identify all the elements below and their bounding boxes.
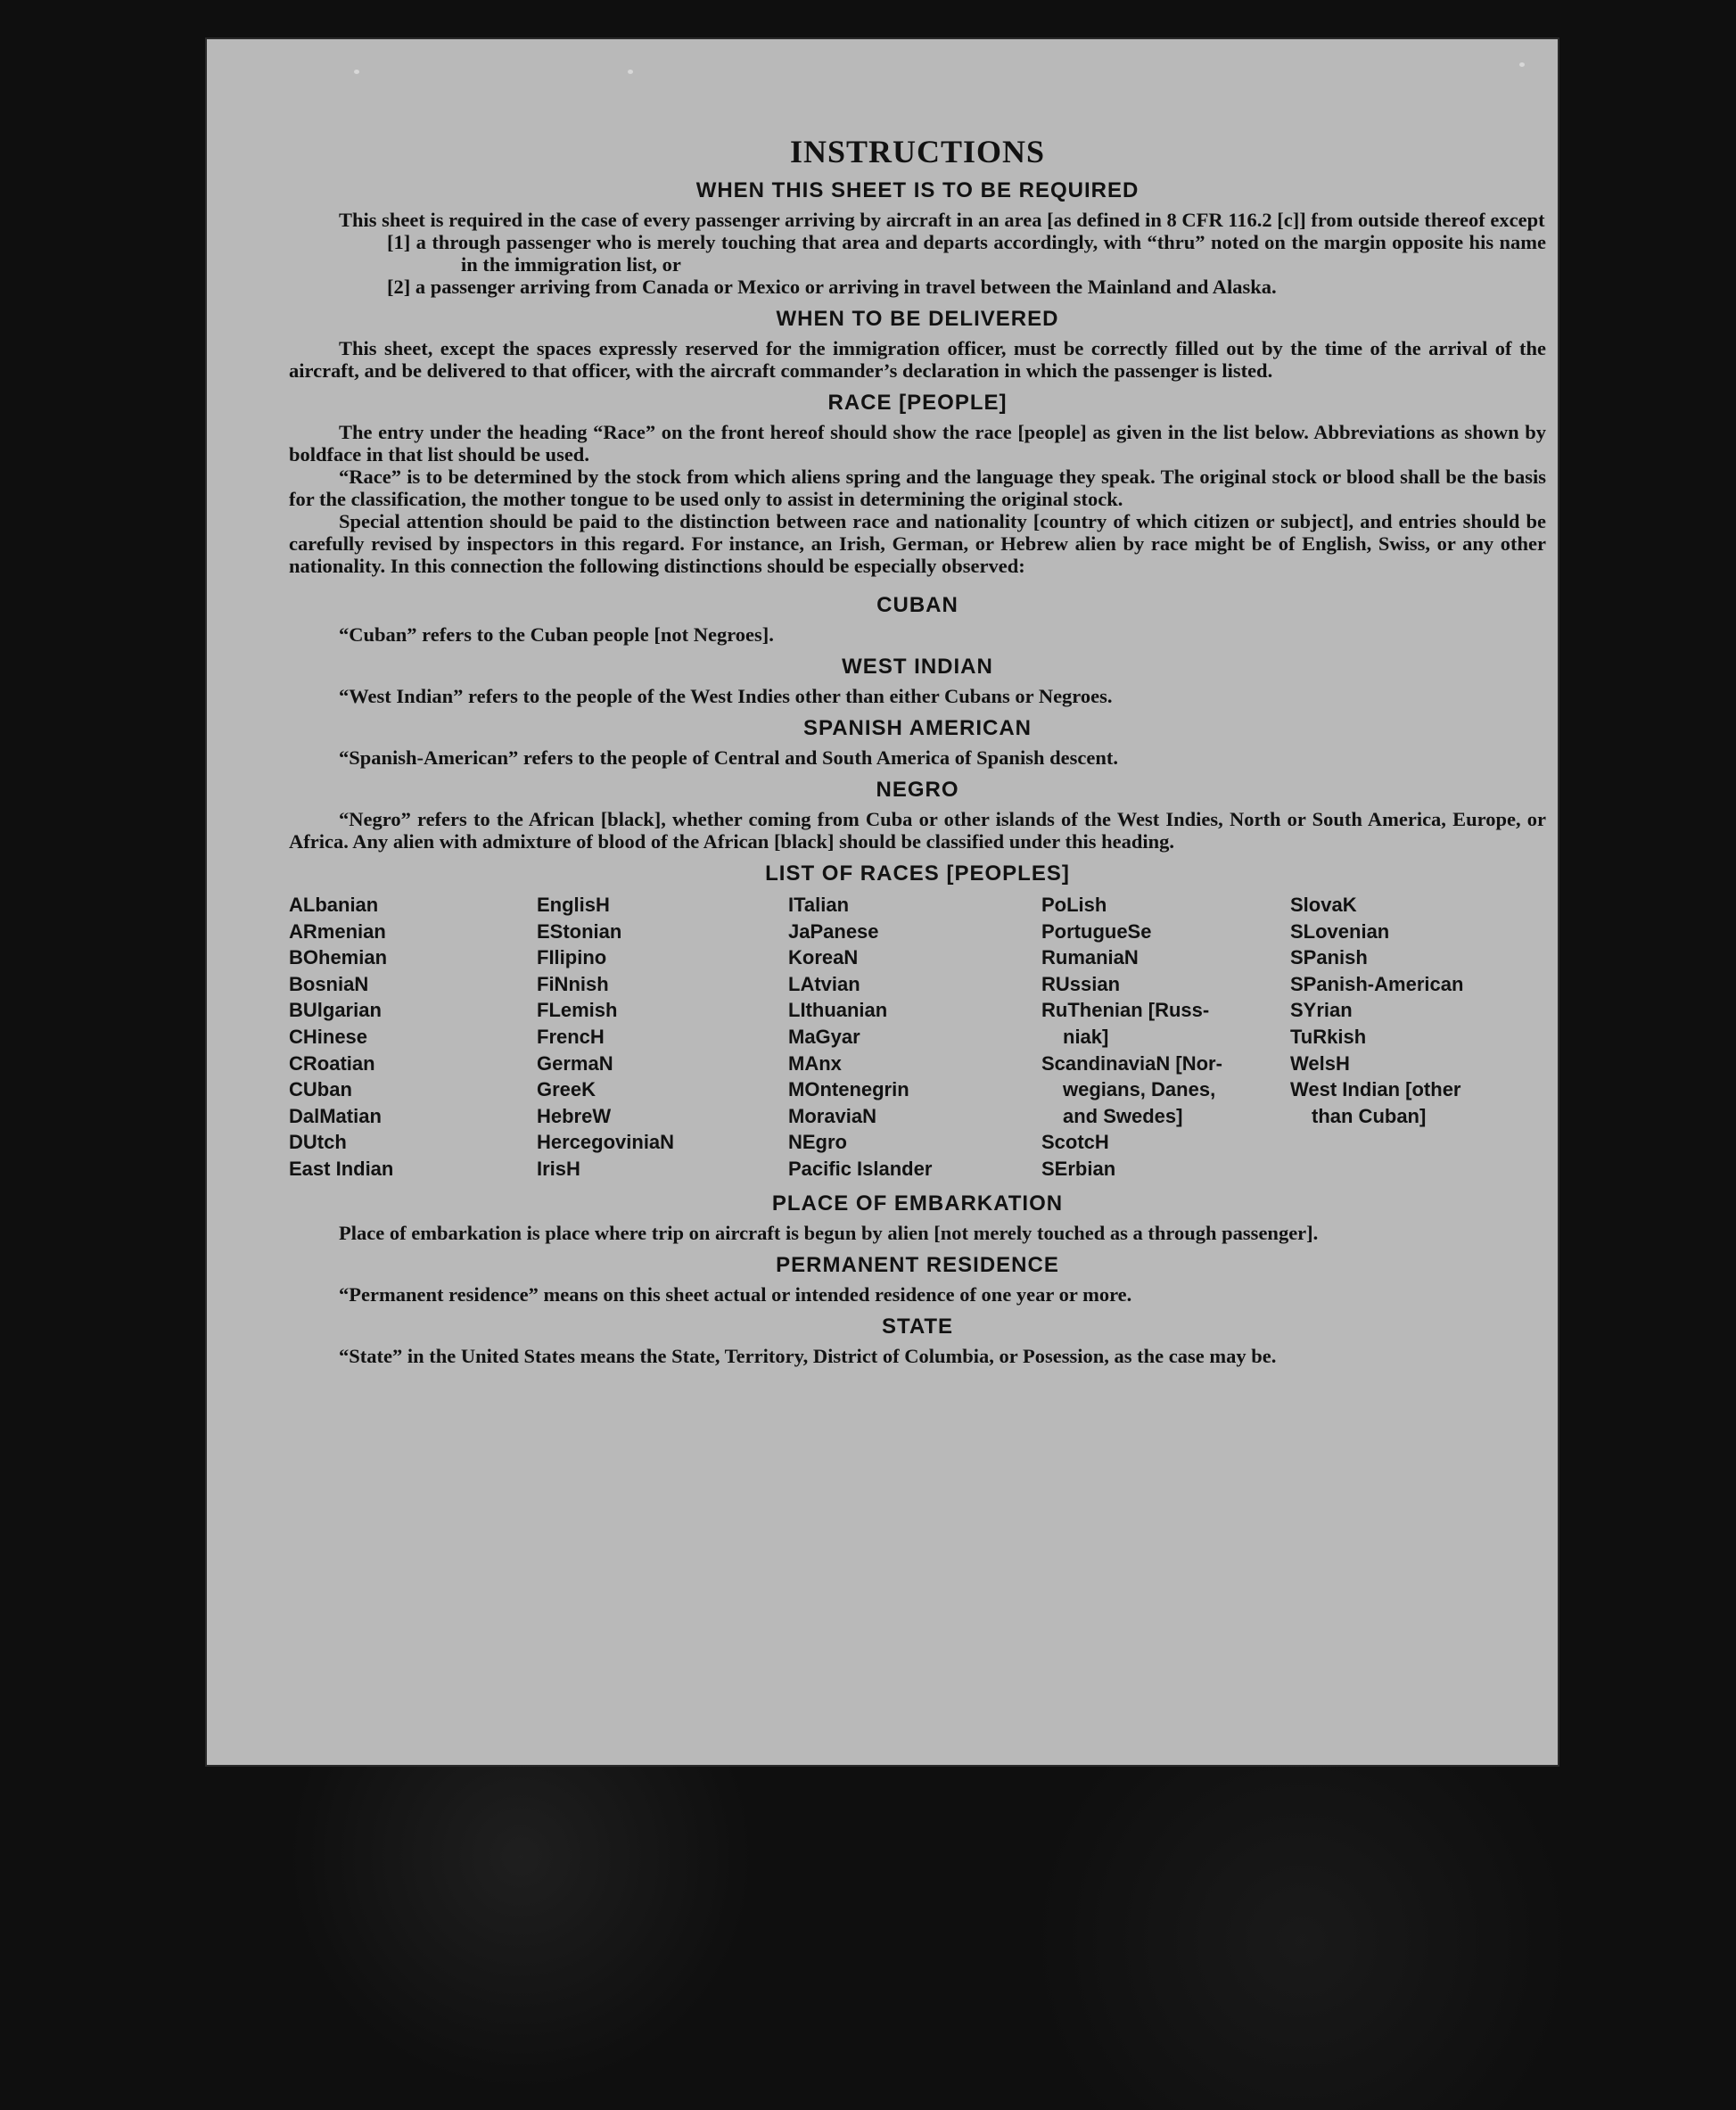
race-item: SPanish-American: [1290, 972, 1464, 995]
heading-permanent-residence: PERMANENT RESIDENCE: [776, 1252, 1059, 1277]
race-item: GreeK: [537, 1078, 596, 1101]
paragraph-west-indian: “West Indian” refers to the people of the West Indies other than either Cubans or Negroes.: [339, 685, 1113, 707]
race-item: GermaN: [537, 1051, 613, 1075]
races-list: [289, 892, 1546, 1183]
race-item: ScandinaviaN [Nor-: [1041, 1051, 1222, 1075]
paragraph-race-3: Special attention should be paid to the distinction between race and nationality [country of which citizen or subject], and entries should be carefully revised by inspectors in this regard. For instance, an Irish, German, or Hebrew alien by race might be of English, Swiss, or any other nationality. In this connection the following distinctions should be especially observed:: [289, 510, 1546, 577]
race-item: EStonian: [537, 919, 622, 943]
paragraph-negro: “Negro” refers to the African [black], whether coming from Cuba or other islands of the West Indies, North or South America, Europe, or Africa. Any alien with admixture of blood of the African [black] should be classified under this heading.: [289, 808, 1546, 853]
paragraph-embarkation: Place of embarkation is place where trip on aircraft is begun by alien [not merely touched as a through passenger].: [339, 1221, 1319, 1244]
sheet-content: [289, 134, 1546, 1367]
race-item: TuRkish: [1290, 1025, 1367, 1048]
race-item: FLemish: [537, 999, 618, 1022]
paragraph-permanent-residence: “Permanent residence” means on this sheet actual or intended residence of one year or more.: [339, 1282, 1132, 1306]
race-item: West Indian [other: [1290, 1078, 1461, 1101]
race-item: BOhemian: [289, 946, 388, 969]
race-item: ALbanian: [289, 894, 379, 916]
race-item: CRoatian: [289, 1051, 375, 1075]
race-item: SlovaK: [1290, 894, 1357, 916]
paragraph-when-required: This sheet is required in the case of every passenger arriving by aircraft in an area [as defined in 8 CFR 116.2 [c]] from outside thereof except: [339, 209, 1545, 231]
race-item: IrisH: [537, 1157, 580, 1180]
race-item: RUssian: [1041, 972, 1121, 995]
paragraph-race-1: The entry under the heading “Race” on the front hereof should show the race [people] as given in the list below. Abbreviations as shown by boldface in that list should be used.: [289, 421, 1546, 466]
races-column-4: [1041, 892, 1290, 1183]
race-item-continued: and Swedes]: [1063, 1104, 1183, 1127]
race-item: SYrian: [1290, 999, 1353, 1022]
race-item: MAnx: [788, 1051, 842, 1075]
race-item: PortugueSe: [1041, 919, 1152, 943]
race-item-continued: niak]: [1063, 1025, 1109, 1048]
exception-item-1: [1] a through passenger who is merely touching that area and departs accordingly, with “thru” noted on the margin opposite his name in the immigration list, or: [387, 231, 1546, 276]
heading-when-delivered: WHEN TO BE DELIVERED: [776, 307, 1059, 331]
race-item-continued: than Cuban]: [1312, 1104, 1427, 1127]
page-title: INSTRUCTIONS: [789, 134, 1046, 169]
race-item: LAtvian: [788, 972, 860, 995]
race-item: Pacific Islander: [788, 1157, 933, 1180]
race-item: RumaniaN: [1041, 946, 1139, 969]
races-column-3: [788, 892, 1041, 1183]
race-item: MoraviaN: [788, 1104, 877, 1127]
race-item: PoLish: [1041, 894, 1107, 916]
instruction-sheet: [207, 39, 1558, 1765]
heading-race: RACE [PEOPLE]: [827, 391, 1008, 415]
paragraph-race-2: “Race” is to be determined by the stock from which aliens spring and the language they speak. The original stock or blood shall be the basis for the classification, the mother tongue to be used only to assist in determining the original stock.: [289, 466, 1546, 510]
race-item: BUlgarian: [289, 999, 382, 1022]
race-item: HercegoviniaN: [537, 1131, 675, 1154]
race-item: EnglisH: [537, 894, 610, 916]
heading-cuban: CUBAN: [876, 593, 959, 617]
race-item: MaGyar: [788, 1025, 860, 1048]
race-item: KoreaN: [788, 946, 859, 969]
paragraph-cuban: “Cuban” refers to the Cuban people [not Negroes].: [339, 623, 774, 646]
heading-when-required: WHEN THIS SHEET IS TO BE REQUIRED: [695, 178, 1140, 202]
races-column-2: [537, 892, 788, 1183]
race-item: JaPanese: [788, 919, 879, 943]
race-item: CHinese: [289, 1025, 368, 1048]
race-item: BosniaN: [289, 972, 369, 995]
paragraph-when-delivered: This sheet, except the spaces expressly reserved for the immigration officer, must be correctly filled out by the time of the arrival of the aircraft, and be delivered to that officer, with the aircraft commander’s declaration in which the passenger is listed.: [289, 337, 1546, 382]
heading-west-indian: WEST INDIAN: [842, 655, 993, 679]
race-item: ARmenian: [289, 919, 386, 943]
races-column-5: [1290, 892, 1546, 1183]
race-item: MOntenegrin: [788, 1078, 909, 1101]
speck: [1519, 62, 1525, 67]
race-item: DalMatian: [289, 1104, 382, 1127]
race-item: CUban: [289, 1078, 352, 1101]
heading-embarkation: PLACE OF EMBARKATION: [771, 1191, 1064, 1216]
paragraph-state: “State” in the United States means the State, Territory, District of Columbia, or Posession, as the case may be.: [339, 1344, 1277, 1367]
race-item-continued: wegians, Danes,: [1063, 1078, 1216, 1101]
race-item: NEgro: [788, 1131, 847, 1154]
race-item: SLovenian: [1290, 919, 1390, 943]
race-item: FiNnish: [537, 972, 609, 995]
exception-item-2: [2] a passenger arriving from Canada or Mexico or arriving in travel between the Mainland and Alaska.: [387, 276, 1277, 298]
race-item: FIlipino: [537, 946, 607, 969]
paragraph-spanish-american: “Spanish-American” refers to the people of Central and South America of Spanish descent.: [339, 746, 1118, 769]
race-item: East Indian: [289, 1157, 394, 1180]
heading-list-of-races: LIST OF RACES [PEOPLES]: [765, 861, 1070, 886]
speck: [354, 70, 359, 74]
race-item: LIthuanian: [788, 999, 888, 1022]
heading-negro: NEGRO: [876, 778, 959, 802]
race-item: FrencH: [537, 1025, 605, 1048]
race-item: ITalian: [788, 894, 850, 916]
race-item: SErbian: [1041, 1157, 1116, 1180]
heading-spanish-american: SPANISH AMERICAN: [802, 716, 1032, 740]
races-column-1: [289, 892, 537, 1183]
heading-state: STATE: [881, 1314, 954, 1339]
race-item: WelsH: [1290, 1051, 1350, 1075]
race-item: HebreW: [537, 1104, 612, 1127]
race-item: RuThenian [Russ-: [1041, 999, 1210, 1022]
race-item: SPanish: [1290, 946, 1368, 969]
race-item: DUtch: [289, 1131, 347, 1154]
race-item: ScotcH: [1041, 1131, 1109, 1154]
speck: [628, 70, 633, 74]
